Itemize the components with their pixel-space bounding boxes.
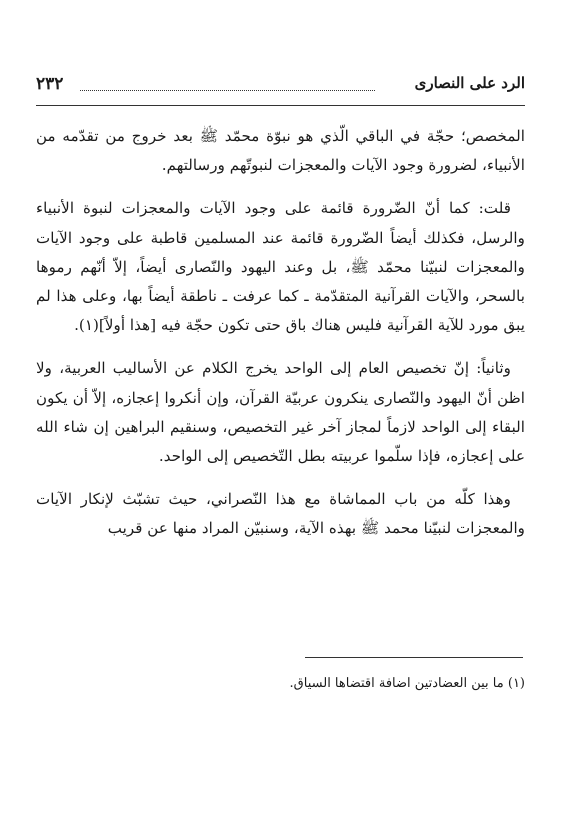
dotted-leader — [80, 90, 375, 91]
page-number: ٢٣٢ — [36, 74, 64, 94]
header-rule — [36, 105, 525, 106]
paragraph-1: المخصص؛ حجّة في الباقي الّذي هو نبوّة محمّد ﷺ بعد خروج من تقدّمه من الأنبياء، لضرورة وجود الآيات والمعجزات لنبوتّهم ورسالتهم. — [36, 127, 525, 175]
page-header — [36, 72, 525, 102]
main-text — [36, 122, 525, 558]
running-title: الرد على النصارى — [414, 74, 525, 92]
paragraph-2: قلت: كما أنّ الضّرورة قائمة على وجود الآيات والمعجزات لنبوة الأنبياء والرسل، فكذلك أيضاً الضّرورة قائمة عند المسلمين قاطبة على وجود الآيات والمعجزات لنبيّنا محمّد ﷺ، بل وعند اليهود والنّصارى أيضاً، إلاّ أنّهم رموها بالسحر، والآيات القرآنية المتقدّمة ـ كما عرفت ـ ناطقة أيضاً بها، وعلى هذا لم يبق مورد للآية القرآنية فليس هناك باق حتى تكون حجّة فيه [هذا أولاً](١). — [36, 199, 526, 335]
paragraph-4: وهذا كلّه من باب المماشاة مع هذا النّصراني، حيث تشبّث لإنكار الآيات والمعجزات لنبيّنا محمد ﷺ بهذه الآية، وسنبيّن المراد منها عن قريب — [36, 490, 525, 538]
paragraph-3: وثانياً: إنّ تخصيص العام إلى الواحد يخرج الكلام عن الأساليب العربية، ولا اظن أنّ اليهود والنّصارى ينكرون عربيّة القرآن، وإن أنكروا إعجازه، إلاّ أن يكون البقاء إلى الواحد لازماً لمجاز آخر غير التخصيص، وسنقيم البراهين إن شاء الله على إعجازه، فإذا سلّموا عربيته بطل التّخصيص إلى الواحد. — [36, 359, 525, 466]
footnote-rule — [305, 657, 523, 658]
footnote: (١) ما بين العضادتين اضافة اقتضاها السياق. — [289, 676, 525, 691]
